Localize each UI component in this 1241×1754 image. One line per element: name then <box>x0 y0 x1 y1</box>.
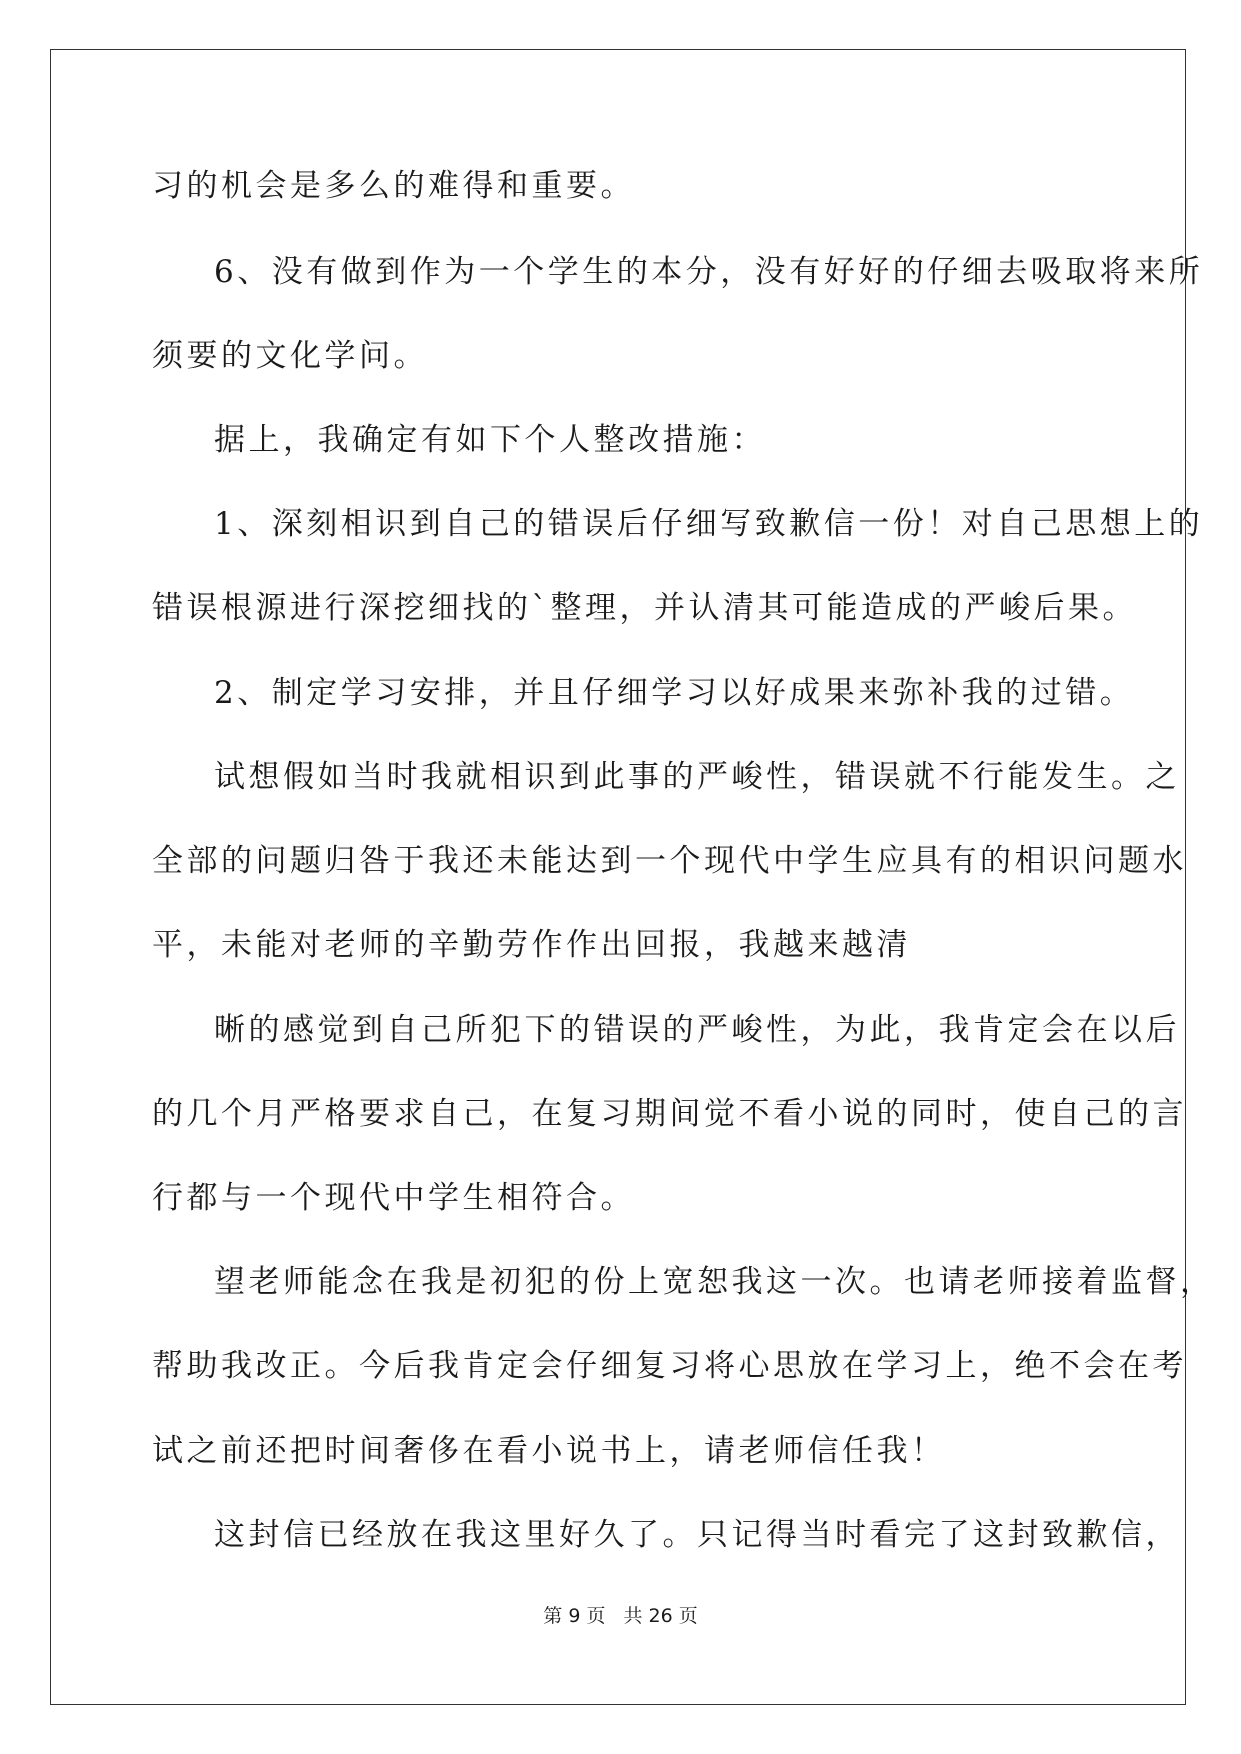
text-line-10: 平，未能对老师的辛勤劳作作出回报，我越来越清 <box>152 927 911 963</box>
text-line-9: 全部的问题归咎于我还未能达到一个现代中学生应具有的相识问题水 <box>152 843 1187 879</box>
text-line-14: 望老师能念在我是初犯的份上宽恕我这一次。也请老师接着监督， <box>214 1264 1215 1300</box>
text-line-2: 6、没有做到作为一个学生的本分，没有好好的仔细去吸取将来所 <box>214 254 1204 290</box>
text-line-11: 晰的感觉到自己所犯下的错误的严峻性，为此，我肯定会在以后 <box>214 1012 1180 1048</box>
text-line-7: 2、制定学习安排，并且仔细学习以好成果来弥补我的过错。 <box>214 675 1135 711</box>
text-line-12: 的几个月严格要求自己，在复习期间觉不看小说的同时，使自己的言 <box>152 1096 1187 1132</box>
text-line-8: 试想假如当时我就相识到此事的严峻性，错误就不行能发生。之 <box>214 759 1180 795</box>
text-line-15: 帮助我改正。今后我肯定会仔细复习将心思放在学习上，绝不会在考 <box>152 1348 1187 1384</box>
text-line-16: 试之前还把时间奢侈在看小说书上，请老师信任我！ <box>152 1433 946 1469</box>
page-total: 共 26 页 <box>623 1605 698 1627</box>
text-line-17: 这封信已经放在我这里好久了。只记得当时看完了这封致歉信， <box>214 1517 1180 1553</box>
text-line-5: 1、深刻相识到自己的错误后仔细写致歉信一份！对自己思想上的 <box>214 506 1204 542</box>
text-line-1: 习的机会是多么的难得和重要。 <box>152 168 635 204</box>
text-line-13: 行都与一个现代中学生相符合。 <box>152 1180 635 1216</box>
text-line-4: 据上，我确定有如下个人整改措施： <box>214 422 766 458</box>
page-number: 第 9 页 <box>543 1605 606 1627</box>
page-footer <box>0 1604 1241 1628</box>
text-line-6: 错误根源进行深挖细找的`整理，并认清其可能造成的严峻后果。 <box>152 590 1137 626</box>
text-line-3: 须要的文化学问。 <box>152 338 428 374</box>
